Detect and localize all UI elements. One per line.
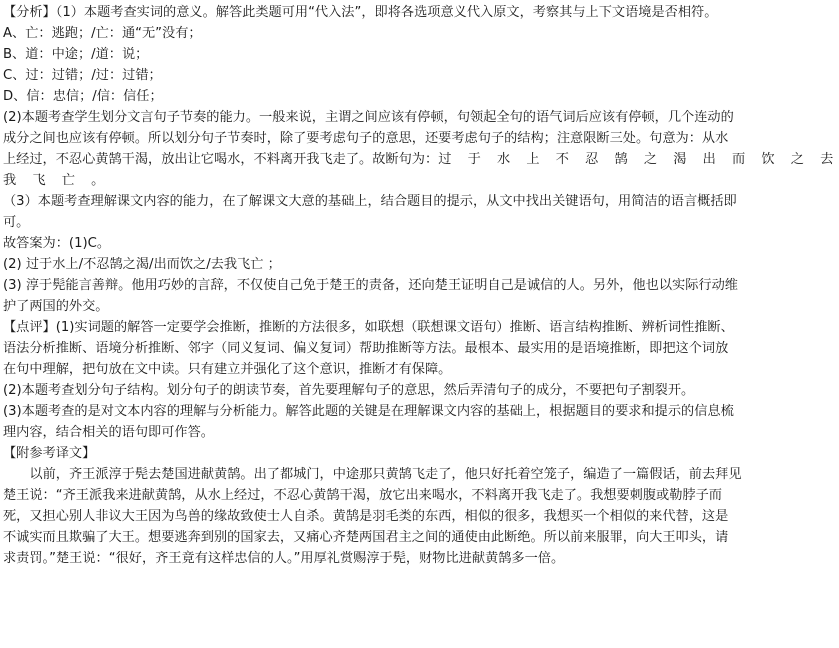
option-a: A、亡：逃跑；/亡：通“无”没有； <box>3 26 202 41</box>
answer-3-line2: 护了两国的外交。 <box>3 299 109 314</box>
q2-text: 上经过，不忍心黄鹄干渴，放出让它喝水，不料离开我飞走了。故断句为： <box>3 152 439 167</box>
comment-1-line2: 语法分析推断、语境分析推断、邻字（同义复词、偏义复词）帮助推断等方法。最根本、最实用的是语境推断，即把这个词放 <box>3 341 729 356</box>
answer-3-line1: (3) 淳于髡能言善辩。他用巧妙的言辞，不仅使自己免于楚王的责备，还向楚王证明自己是诚信的人。另外，他也以实际行动维 <box>3 278 738 293</box>
translation-line4: 不诚实而且欺骗了大王。想要逃奔到别的国家去，又痛心齐楚两国君主之间的通使由此断绝。所以前来服罪，向大王叩头，请 <box>3 530 729 545</box>
option-b: B、道：中途；/道：说； <box>3 47 149 62</box>
q2-analysis-line2: 成分之间也应该有停顿。所以划分句子节奏时，除了要考虑句子的意思，还要考虑句子的结构；注意限断三处。句意为：从水 <box>3 131 729 146</box>
option-c: C、过：过错；/过：过错； <box>3 68 162 83</box>
answer-1: 故答案为：(1)C。 <box>3 236 111 251</box>
translation-heading: 【附参考译文】 <box>3 446 96 461</box>
translation-line1: 以前，齐王派淳于髡去楚国进献黄鹄。出了都城门，中途那只黄鹄飞走了，他只好托着空笼子，编造了一篇假话，前去拜见 <box>29 467 742 482</box>
analysis-intro: 【分析】（1）本题考查实词的意义。解答此类题可用“代入法”，即将各选项意义代入原文，考察其与上下文语境是否相符。 <box>3 5 718 20</box>
translation-line2: 楚王说：“齐王派我来进献黄鹄，从水上经过，不忍心黄鹄干渴，放它出来喝水，不料离开我飞走了。我想要刺腹或勒脖子而 <box>3 488 722 503</box>
q2-analysis-line1: (2)本题考查学生划分文言句子节奏的能力。一般来说，主谓之间应该有停顿，句领起全句的语气词后应该有停顿，几个连动的 <box>3 110 734 125</box>
comment-3-line2: 理内容，结合相关的语句即可作答。 <box>3 425 214 440</box>
comment-3-line1: (3)本题考查的是对文本内容的理解与分析能力。解答此题的关键是在理解课文内容的基础上，根据题目的要求和提示的信息梳 <box>3 404 734 419</box>
q2-analysis-line3 <box>3 149 839 170</box>
translation-line5: 求责罚。”楚王说：“很好，齐王竟有这样忠信的人。”用厚礼赏赐淳于髡，财物比进献黄鹄多一倍。 <box>3 551 565 566</box>
option-d: D、信：忠信；/信：信任； <box>3 89 163 104</box>
q2-analysis-line4: 我 飞 亡 。 <box>3 173 111 188</box>
comment-1-line1: 【点评】(1)实词题的解答一定要学会推断，推断的方法很多，如联想（联想课文语句）推断、语言结构推断、辨析词性推断、 <box>3 320 734 335</box>
comment-2: (2)本题考查划分句子结构。划分句子的朗读节奏，首先要理解句子的意思，然后弄清句子的成分，不要把句子割裂开。 <box>3 383 695 398</box>
answer-2: (2) 过于水上/不忍鹄之渴/出而饮之/去我飞亡 ； <box>3 257 281 272</box>
comment-1-line3: 在句中理解，把句放在文中读。只有建立并强化了这个意识，推断才有保障。 <box>3 362 452 377</box>
q3-analysis-line1: （3）本题考查理解课文内容的能力，在了解课文大意的基础上，结合题目的提示，从文中找出关键语句，用简洁的语言概括即 <box>3 194 737 209</box>
translation-line3: 死，又担心别人非议大王因为鸟兽的缘故致使士人自杀。黄鹄是羽毛类的东西，相似的很多，我想买一个相似的来代替，这是 <box>3 509 729 524</box>
q2-segmentation: 过 于 水 上 不 忍 鹄 之 渴 出 而 饮 之 去 <box>438 152 839 167</box>
q3-analysis-line2: 可。 <box>3 215 30 230</box>
